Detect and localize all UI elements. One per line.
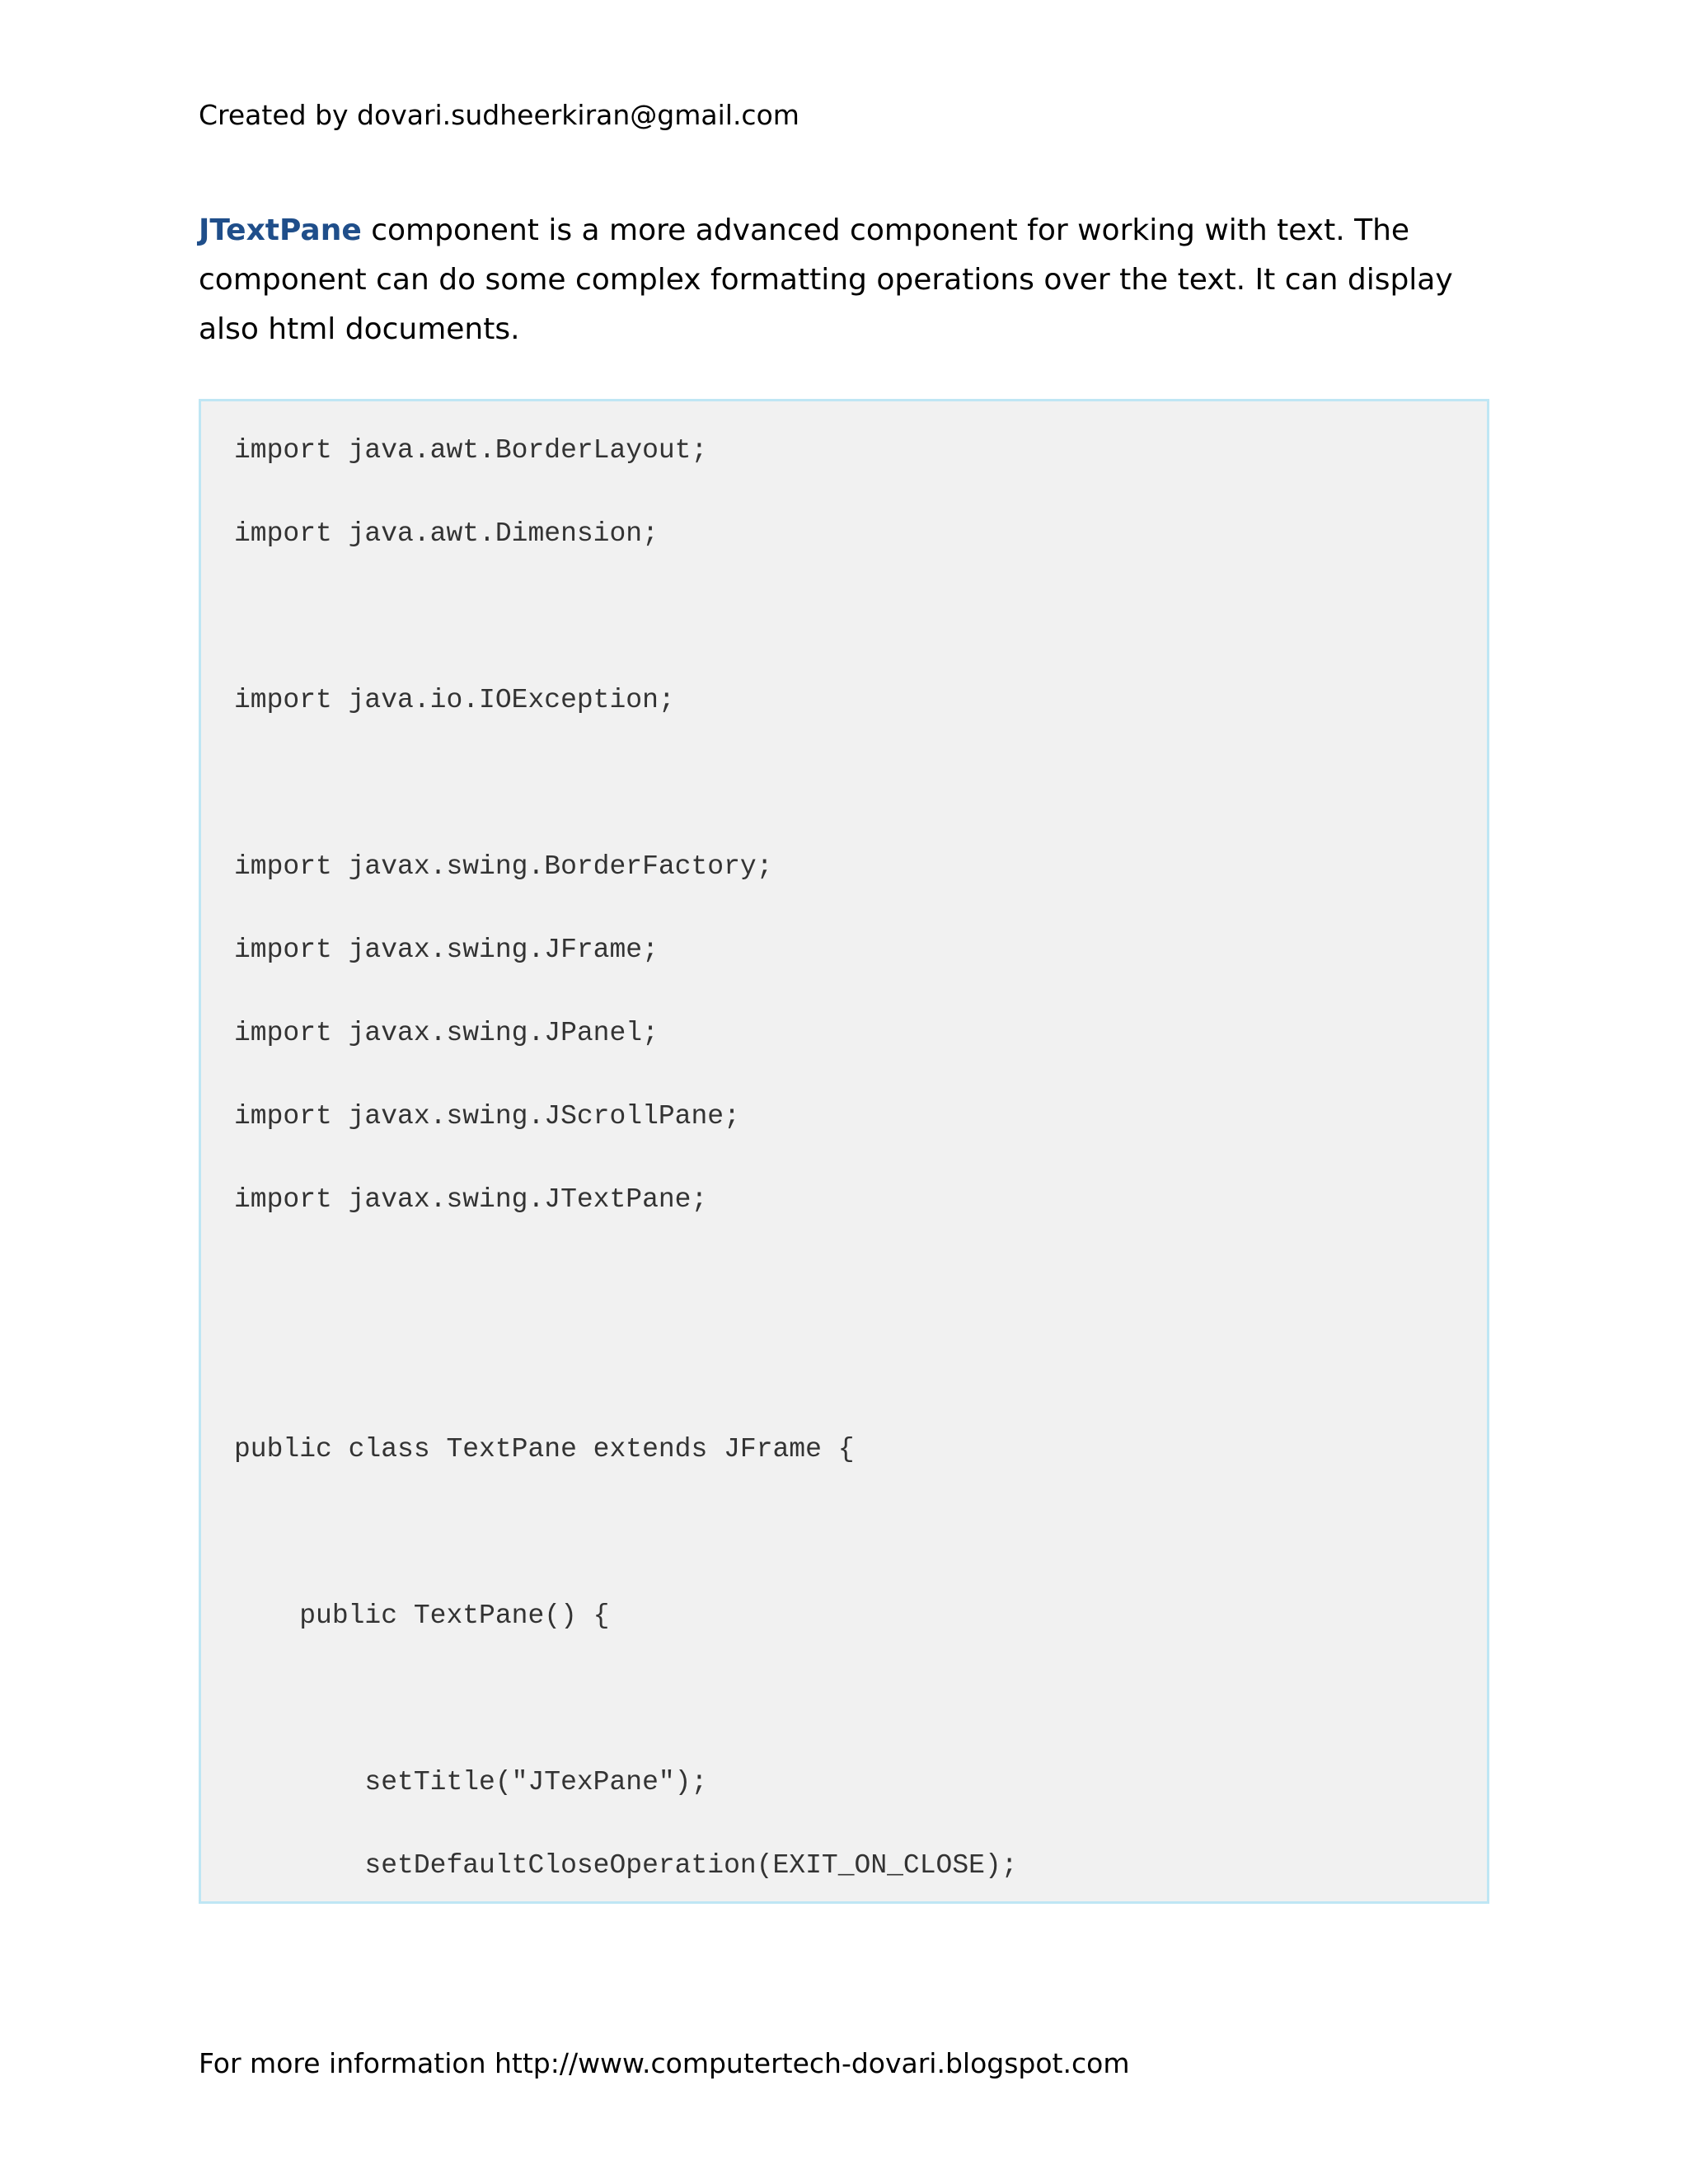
page-header: Created by dovari.sudheerkiran@gmail.com	[199, 99, 799, 131]
code-line	[234, 1345, 1018, 1428]
code-line: import java.awt.Dimension;	[234, 518, 659, 549]
code-line: import javax.swing.BorderFactory;	[234, 851, 773, 882]
code-line: setTitle("JTexPane");	[234, 1767, 708, 1797]
code-line: public TextPane() {	[234, 1601, 610, 1631]
code-line: import javax.swing.JFrame;	[234, 935, 659, 965]
code-line: setDefaultCloseOperation(EXIT_ON_CLOSE);	[234, 1850, 1018, 1881]
code-line: public class TextPane extends JFrame {	[234, 1434, 855, 1465]
page-footer: For more information http://www.computertech-dovari.blogspot.com	[199, 2047, 1130, 2079]
intro-text: component is a more advanced component for working with text. The component can do some complex formatting operations over the text. It can display also html documents.	[199, 213, 1453, 346]
code-line: import java.io.IOException;	[234, 685, 675, 715]
code-line: import javax.swing.JPanel;	[234, 1018, 659, 1048]
code-line: import javax.swing.JTextPane;	[234, 1184, 708, 1215]
intro-term: JTextPane	[199, 213, 362, 247]
code-line	[234, 1262, 1018, 1345]
code-line: import java.awt.BorderLayout;	[234, 435, 708, 466]
code-line	[234, 1678, 1018, 1761]
code-block	[199, 399, 1489, 1904]
intro-paragraph	[199, 206, 1493, 354]
code-line	[234, 596, 1018, 679]
code-line	[234, 762, 1018, 846]
code-line: import javax.swing.JScrollPane;	[234, 1101, 740, 1132]
code-lines	[234, 429, 1018, 1904]
code-line	[234, 1511, 1018, 1595]
